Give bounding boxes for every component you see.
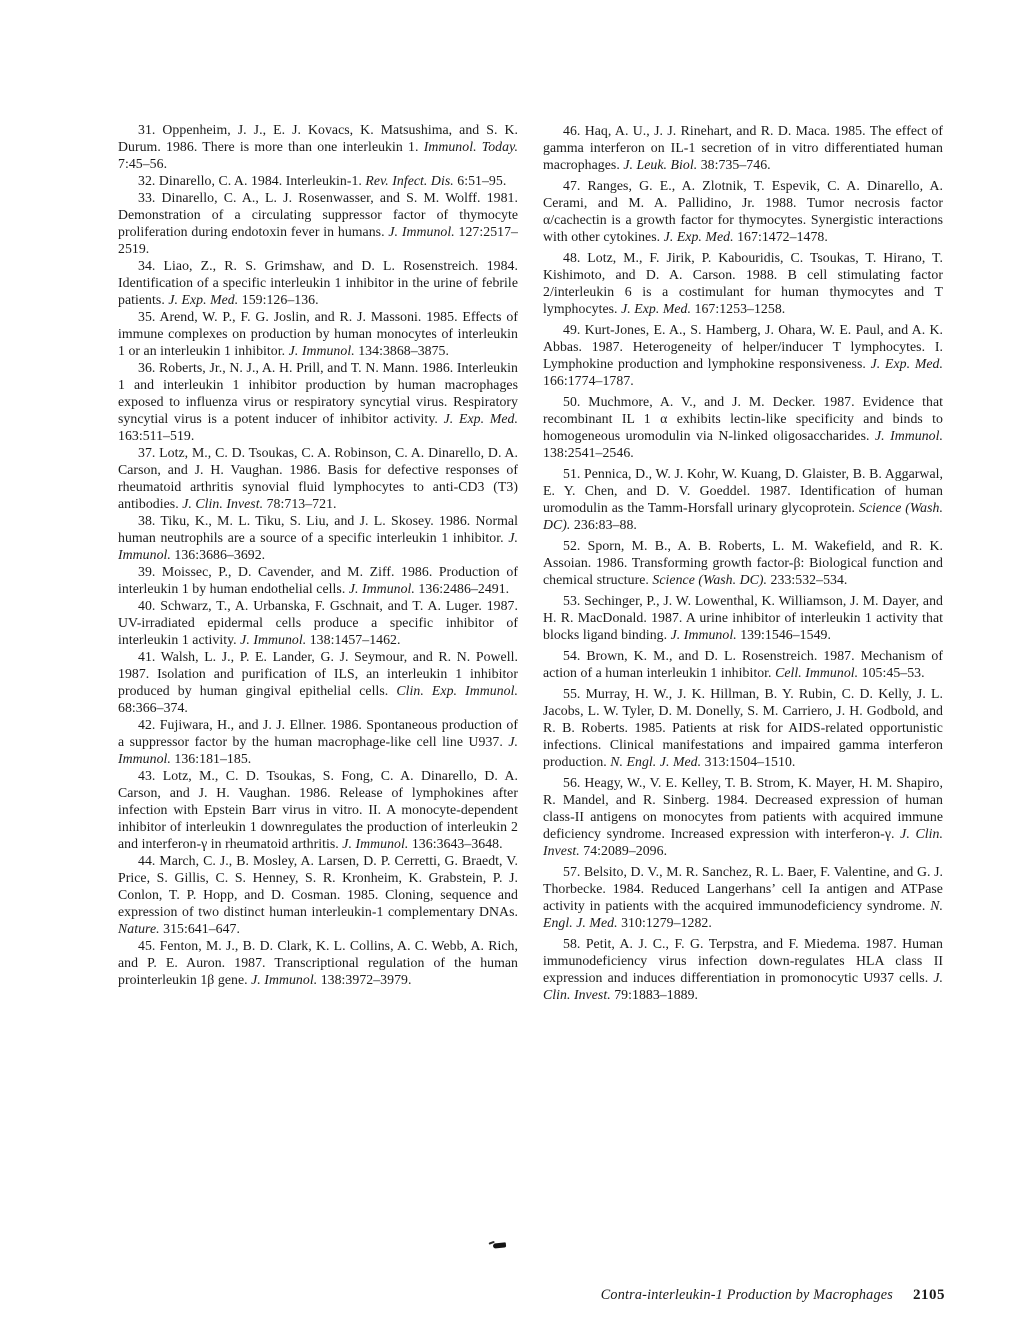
- reference-text: 35. Arend, W. P., F. G. Joslin, and R. J. Massoni. 1985. Effects of immune complexes on production by human monocytes of interleukin 1 or an interleukin 1 inhibitor.: [118, 309, 518, 358]
- reference-text: 6:51–95.: [453, 173, 507, 188]
- reference-item: [118, 648, 518, 716]
- reference-item: [118, 563, 518, 597]
- journal-name: J. Immunol.: [288, 343, 355, 358]
- reference-text: 163:511–519.: [118, 428, 195, 443]
- page-footer: [543, 1287, 945, 1304]
- reference-text: 31. Oppenheim, J. J., E. J. Kovacs, K. Matsushima, and S. K. Durum. 1986. There is more than one interleukin 1.: [118, 122, 518, 154]
- journal-name: J. Exp. Med.: [621, 301, 691, 316]
- reference-text: 50. Muchmore, A. V., and J. M. Decker. 1987. Evidence that recombinant IL 1 α exhibits lectin-like specificity and binds to homogeneous uromodulin via N-linked oligosaccharides.: [543, 394, 943, 443]
- reference-item: [118, 359, 518, 444]
- reference-text: 43. Lotz, M., C. D. Tsoukas, S. Fong, C. A. Dinarello, D. A. Carson, and J. H. Vaughan. 1986. Release of lymphokines after infection with Epstein Barr virus in vitro. II. A monocyte-dependent inhibitor of interleukin 1 downregulates the production of interleukin 2 and interferon-γ in rheumatoid arthritis.: [118, 768, 518, 851]
- journal-name: Science (Wash. DC).: [652, 572, 768, 587]
- reference-item: [118, 121, 518, 172]
- reference-text: 32. Dinarello, C. A. 1984. Interleukin-1.: [138, 173, 366, 188]
- reference-item: [543, 537, 943, 588]
- journal-name: Clin. Exp. Immunol.: [396, 683, 518, 698]
- reference-item: [118, 308, 518, 359]
- journal-name: J. Exp. Med.: [870, 356, 943, 371]
- reference-text: 127:2517–2519.: [118, 224, 518, 256]
- reference-text: 47. Ranges, G. E., A. Zlotnik, T. Espevik, C. A. Dinarello, A. Cerami, and M. A. Pallidino, Jr. 1988. Tumor necrosis factor α/cachectin is a growth factor for thymocytes. Synergistic interactions with other cytokines.: [543, 178, 943, 244]
- references-column-right: [543, 121, 943, 1007]
- reference-text: 139:1546–1549.: [736, 627, 831, 642]
- reference-text: 57. Belsito, D. V., M. R. Sanchez, R. L. Baer, F. Valentine, and G. J. Thorbecke. 1984. Reduced Langerhans’ cell Ia antigen and ATPase activity in patients with the acquired immunodeficiency syndrome.: [543, 864, 943, 913]
- journal-name: J. Immunol.: [388, 224, 455, 239]
- reference-text: 49. Kurt-Jones, E. A., S. Hamberg, J. Ohara, W. E. Paul, and A. K. Abbas. 1987. Heterogeneity of helper/inducer T lymphocytes. I. Lymphokine production and lymphokine responsiveness.: [543, 322, 943, 371]
- journal-name: J. Immunol.: [342, 836, 409, 851]
- reference-text: 68:366–374.: [118, 700, 188, 715]
- journal-name: Science (Wash. DC).: [543, 500, 943, 532]
- reference-item: [118, 852, 518, 937]
- journal-name: J. Immunol.: [874, 428, 943, 443]
- reference-text: 39. Moissec, P., D. Cavender, and M. Ziff. 1986. Production of interleukin 1 by human endothelial cells.: [118, 564, 518, 596]
- reference-text: 7:45–56.: [118, 156, 168, 171]
- reference-text: 136:3643–3648.: [408, 836, 503, 851]
- reference-text: 55. Murray, H. W., J. K. Hillman, B. Y. Rubin, C. D. Kelly, J. L. Jacobs, L. W. Tyler, D. M. Donelly, S. M. Carriero, J. H. Godbold, and R. B. Roberts. 1985. Patients at risk for AIDS-related opportunistic infections. Clinical manifestations and impaired gamma interferon production.: [543, 686, 943, 769]
- reference-item: [543, 393, 943, 461]
- journal-name: J. Immunol.: [670, 627, 737, 642]
- reference-item: [543, 935, 943, 1003]
- reference-item: [543, 592, 943, 643]
- reference-item: [118, 512, 518, 563]
- reference-item: [118, 716, 518, 767]
- reference-text: 138:3972–3979.: [317, 972, 412, 987]
- journal-name: Cell. Immunol.: [775, 665, 859, 680]
- reference-item: [118, 937, 518, 988]
- reference-text: 54. Brown, K. M., and D. L. Rosenstreich. 1987. Mechanism of action of a human interleukin 1 inhibitor.: [543, 648, 943, 680]
- journal-name: J. Immunol.: [348, 581, 415, 596]
- journal-name: J. Immunol.: [118, 530, 518, 562]
- journal-name: J. Immunol.: [251, 972, 318, 987]
- journal-name: J. Exp. Med.: [168, 292, 239, 307]
- reference-item: [543, 647, 943, 681]
- journal-name: J. Exp. Med.: [443, 411, 519, 426]
- reference-text: 136:181–185.: [170, 751, 252, 766]
- reference-text: 78:713–721.: [263, 496, 337, 511]
- reference-text: 167:1253–1258.: [691, 301, 786, 316]
- reference-item: [543, 249, 943, 317]
- reference-item: [118, 257, 518, 308]
- reference-item: [118, 767, 518, 852]
- reference-text: 166:1774–1787.: [543, 373, 634, 388]
- reference-text: 313:1504–1510.: [701, 754, 796, 769]
- reference-item: [543, 465, 943, 533]
- journal-name: N. Engl. J. Med.: [543, 898, 943, 930]
- reference-text: 138:1457–1462.: [306, 632, 401, 647]
- reference-text: 40. Schwarz, T., A. Urbanska, F. Gschnait, and T. A. Luger. 1987. UV-irradiated epidermal cells produce a specific inhibitor of interleukin 1 activity.: [118, 598, 518, 647]
- reference-text: 44. March, C. J., B. Mosley, A. Larsen, D. P. Cerretti, G. Braedt, V. Price, S. Gillis, C. S. Henney, S. R. Kronheim, K. Grabstein, P. J. Conlon, T. P. Hopp, and D. Cosman. 1985. Cloning, sequence and expression of two distinct human interleukin-1 complementary DNAs.: [118, 853, 518, 919]
- reference-text: 136:2486–2491.: [414, 581, 510, 596]
- journal-name: J. Exp. Med.: [663, 229, 734, 244]
- journal-name: J. Immunol.: [240, 632, 307, 647]
- reference-text: 42. Fujiwara, H., and J. J. Ellner. 1986. Spontaneous production of a suppressor factor by the human macrophage-like cell line U937.: [118, 717, 518, 749]
- references-column-left: [118, 121, 518, 988]
- reference-text: 36. Roberts, Jr., N. J., A. H. Prill, and T. N. Mann. 1986. Interleukin 1 and interleukin 1 inhibitor production by human macrophages exposed to influenza virus or respiratory syncytial virus. Respiratory syncytial virus is a potent inducer of inhibitor activity.: [118, 360, 518, 426]
- reference-text: 236:83–88.: [570, 517, 637, 532]
- journal-name: N. Engl. J. Med.: [610, 754, 702, 769]
- reference-text: 134:3868–3875.: [354, 343, 449, 358]
- reference-item: [543, 685, 943, 770]
- journal-name: Nature.: [118, 921, 160, 936]
- reference-text: 38. Tiku, K., M. L. Tiku, S. Liu, and J. L. Skosey. 1986. Normal human neutrophils are a source of a specific interleukin 1 inhibitor.: [118, 513, 518, 545]
- ink-smudge-mark: [493, 1242, 506, 1248]
- reference-text: 53. Sechinger, P., J. W. Lowenthal, K. Williamson, J. M. Dayer, and H. R. MacDonald. 1987. A urine inhibitor of interleukin 1 activity that blocks ligand binding.: [543, 593, 943, 642]
- journal-name: J. Clin. Invest.: [543, 826, 943, 858]
- running-title: Contra-interleukin-1 Production by Macrophages: [600, 1287, 893, 1303]
- reference-text: 233:532–534.: [767, 572, 848, 587]
- reference-item: [543, 321, 943, 389]
- journal-name: J. Immunol.: [118, 734, 518, 766]
- reference-text: 138:2541–2546.: [543, 445, 634, 460]
- reference-text: 105:45–53.: [858, 665, 925, 680]
- reference-text: 167:1472–1478.: [733, 229, 828, 244]
- reference-item: [543, 863, 943, 931]
- reference-text: 74:2089–2096.: [579, 843, 668, 858]
- reference-text: 310:1279–1282.: [617, 915, 712, 930]
- reference-text: 136:3686–3692.: [170, 547, 266, 562]
- reference-text: 34. Liao, Z., R. S. Grimshaw, and D. L. Rosenstreich. 1984. Identification of a specific interleukin 1 inhibitor in the urine of febrile patients.: [118, 258, 518, 307]
- reference-text: 48. Lotz, M., F. Jirik, P. Kabouridis, C. Tsoukas, T. Hirano, T. Kishimoto, and D. A. Carson. 1988. B cell stimulating factor 2/interleukin 6 is a costimulant for human thymocytes and T lymphocytes.: [543, 250, 943, 316]
- reference-text: 52. Sporn, M. B., A. B. Roberts, L. M. Wakefield, and R. K. Assoian. 1986. Transforming growth factor-β: Biological function and chemical structure.: [543, 538, 943, 587]
- reference-item: [543, 177, 943, 245]
- reference-text: 38:735–746.: [697, 157, 771, 172]
- reference-text: 51. Pennica, D., W. J. Kohr, W. Kuang, D. Glaister, B. B. Aggarwal, E. Y. Chen, and D. V. Goeddel. 1987. Identification of human uromodulin as the Tamm-Horsfall urinary glycoprotein.: [543, 466, 943, 515]
- reference-text: 33. Dinarello, C. A., L. J. Rosenwasser, and S. M. Wolff. 1981. Demonstration of a circulating suppressor factor of thymocyte proliferation during endotoxin fever in humans.: [118, 190, 518, 239]
- reference-text: 45. Fenton, M. J., B. D. Clark, K. L. Collins, A. C. Webb, A. Rich, and P. E. Auron. 1987. Transcriptional regulation of the human prointerleukin 1β gene.: [118, 938, 518, 987]
- reference-text: 56. Heagy, W., V. E. Kelley, T. B. Strom, K. Mayer, H. M. Shapiro, R. Mandel, and R. Sinberg. 1984. Decreased expression of human class-II antigens on monocytes from patients with acquired immune deficiency syndrome. Increased expression with interferon-γ.: [543, 775, 943, 841]
- reference-item: [543, 122, 943, 173]
- page-number: 2105: [913, 1287, 945, 1303]
- reference-text: 37. Lotz, M., C. D. Tsoukas, C. A. Robinson, C. A. Dinarello, D. A. Carson, and J. H. Vaughan. 1986. Basis for defective responses of rheumatoid arthritis synovial fluid lymphocytes to anti-CD3 (T3) antibodies.: [118, 445, 518, 511]
- journal-name: J. Leuk. Biol.: [623, 157, 698, 172]
- reference-text: 46. Haq, A. U., J. J. Rinehart, and R. D. Maca. 1985. The effect of gamma interferon on IL-1 secretion of in vitro differentiated human macrophages.: [543, 123, 943, 172]
- reference-text: 79:1883–1889.: [610, 987, 699, 1002]
- reference-text: 41. Walsh, L. J., P. E. Lander, G. J. Seymour, and R. N. Powell. 1987. Isolation and purification of ILS, an interleukin 1 inhibitor produced by human gingival epithelial cells.: [118, 649, 518, 698]
- reference-text: 58. Petit, A. J. C., F. G. Terpstra, and F. Miedema. 1987. Human immunodeficiency virus infection down-regulates HLA class II expression and induces differentiation in promonocytic U937 cells.: [543, 936, 943, 985]
- reference-text: 315:641–647.: [159, 921, 240, 936]
- reference-item: [118, 189, 518, 257]
- journal-name: Rev. Infect. Dis.: [365, 173, 454, 188]
- reference-item: [118, 597, 518, 648]
- reference-item: [118, 172, 518, 189]
- journal-name: J. Clin. Invest.: [543, 970, 943, 1002]
- reference-item: [543, 774, 943, 859]
- reference-text: 159:126–136.: [238, 292, 319, 307]
- journal-name: Immunol. Today.: [423, 139, 518, 154]
- reference-item: [118, 444, 518, 512]
- journal-name: J. Clin. Invest.: [182, 496, 264, 511]
